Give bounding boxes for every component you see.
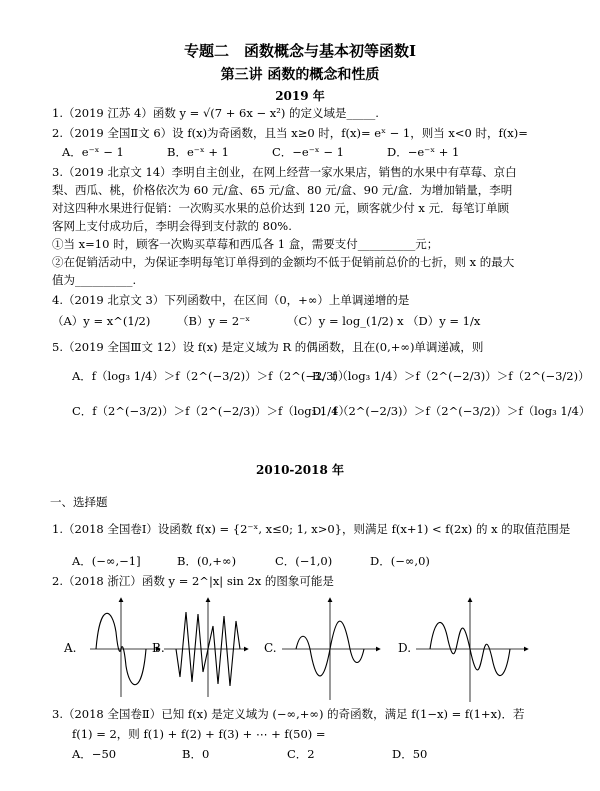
option-d: D．(−∞,0) — [370, 554, 430, 568]
question-2018-3-options — [72, 747, 427, 762]
option-b: B．0 — [182, 747, 210, 761]
graph-options — [60, 592, 540, 704]
question-2019-3-line-4: 客网上支付成功后，李明会得到支付款的 80%. — [52, 219, 292, 233]
question-2019-3-line-5: ①当 x=10 时，顾客一次购买草莓和西瓜各 1 盒，需要支付__________元； — [52, 237, 439, 251]
option-d: D．f（2^(−2/3)）＞f（2^(−3/2)）＞f（log₃ 1/4） — [312, 404, 591, 418]
option-c: C．(−1,0) — [275, 554, 333, 568]
graph-d — [416, 598, 528, 702]
question-2019-3-line-7: 值为__________. — [52, 273, 137, 287]
question-2019-5-options-row2 — [72, 404, 590, 419]
option-d: D．−e⁻ˣ + 1 — [387, 145, 460, 159]
question-2018-1-options — [72, 554, 430, 569]
doc-subtitle: 第三讲 函数的概念和性质 — [220, 67, 380, 83]
question-2018-3-line-1: 3.（2018 全国卷Ⅱ）已知 f(x) 是定义域为 (−∞,+∞) 的奇函数，满足 f(1−x) = f(1+x)．若 — [52, 707, 525, 721]
question-2018-2: 2.（2018 浙江）函数 y = 2^|x| sin 2x 的图象可能是 — [52, 574, 334, 588]
option-d: D．50 — [392, 747, 428, 761]
option-b: B．e⁻ˣ + 1 — [167, 145, 229, 159]
option-a: A．f（log₃ 1/4）＞f（2^(−3/2)）＞f（2^(−2/3)） — [72, 369, 350, 383]
question-2019-3-line-2: 梨、西瓜、桃，价格依次为 60 元/盒、65 元/盒、80 元/盒、90 元/盒．为增加销量，李明 — [52, 183, 513, 197]
graph-c — [282, 598, 380, 700]
option-a: （A）y = x^(1/2) — [52, 314, 151, 328]
option-c: （C）y = log_(1/2) x — [287, 314, 404, 328]
question-2019-3-line-3: 对这四种水果进行促销：一次购买水果的总价达到 120 元，顾客就少付 x 元．每笔订单顾 — [52, 201, 510, 215]
question-2019-5: 5.（2019 全国Ⅲ文 12）设 f(x) 是定义域为 R 的偶函数，且在(0,+∞)单调递减，则 — [52, 340, 484, 354]
year-2010-2018-heading: 2010-2018 年 — [256, 463, 344, 477]
option-b: （B）y = 2⁻ˣ — [177, 314, 251, 328]
year-2019-heading: 2019 年 — [275, 89, 325, 103]
question-2019-3-line-1: 3.（2019 北京文 14）李明自主创业，在网上经营一家水果店，销售的水果中有草莓、京白 — [52, 165, 517, 179]
option-c: C．−e⁻ˣ − 1 — [272, 145, 344, 159]
question-2018-1: 1.（2018 全国卷Ⅰ）设函数 f(x) = {2⁻ˣ, x≤0; 1, x>0}，则满足 f(x+1) < f(2x) 的 x 的取值范围是 — [52, 522, 571, 536]
option-a: A．(−∞,−1] — [72, 554, 141, 568]
graph-b-label: B. — [152, 641, 165, 655]
graph-a — [90, 598, 160, 697]
question-2019-5-options-row1 — [72, 369, 590, 384]
option-b: B．(0,+∞) — [177, 554, 237, 568]
graph-a-label: A. — [64, 641, 77, 655]
graph-c-label: C. — [264, 641, 277, 655]
question-2018-3-line-2: f(1) = 2，则 f(1) + f(2) + f(3) + ⋯ + f(50) = — [72, 727, 326, 741]
graph-b — [164, 598, 248, 697]
option-a: A．e⁻ˣ − 1 — [62, 145, 124, 159]
option-c: C．f（2^(−3/2)）＞f（2^(−2/3)）＞f（log₃ 1/4） — [72, 404, 350, 418]
option-c: C．2 — [287, 747, 315, 761]
question-2019-4-options — [52, 314, 480, 329]
doc-title: 专题二 函数概念与基本初等函数Ⅰ — [183, 42, 417, 60]
question-2019-3-line-6: ②在促销活动中，为保证李明每笔订单得到的金额均不低于促销前总价的七折，则 x 的最大 — [52, 255, 515, 269]
option-a: A．−50 — [72, 747, 117, 761]
question-2019-2: 2.（2019 全国Ⅱ文 6）设 f(x)为奇函数，且当 x≥0 时，f(x)= eˣ − 1，则当 x<0 时，f(x)= — [52, 126, 528, 140]
option-d: （D）y = 1/x — [407, 314, 481, 328]
question-2019-1: 1.（2019 江苏 4）函数 y = √(7 + 6x − x²) 的定义域是_____. — [52, 106, 379, 120]
graph-d-label: D. — [398, 641, 412, 655]
question-2019-4: 4.（2019 北京文 3）下列函数中，在区间（0，+∞）上单调递增的是 — [52, 293, 410, 307]
question-2019-2-options — [62, 145, 459, 160]
option-b: B．f（log₃ 1/4）＞f（2^(−2/3)）＞f（2^(−3/2)） — [312, 369, 590, 383]
section-heading: 一、选择题 — [50, 495, 108, 509]
